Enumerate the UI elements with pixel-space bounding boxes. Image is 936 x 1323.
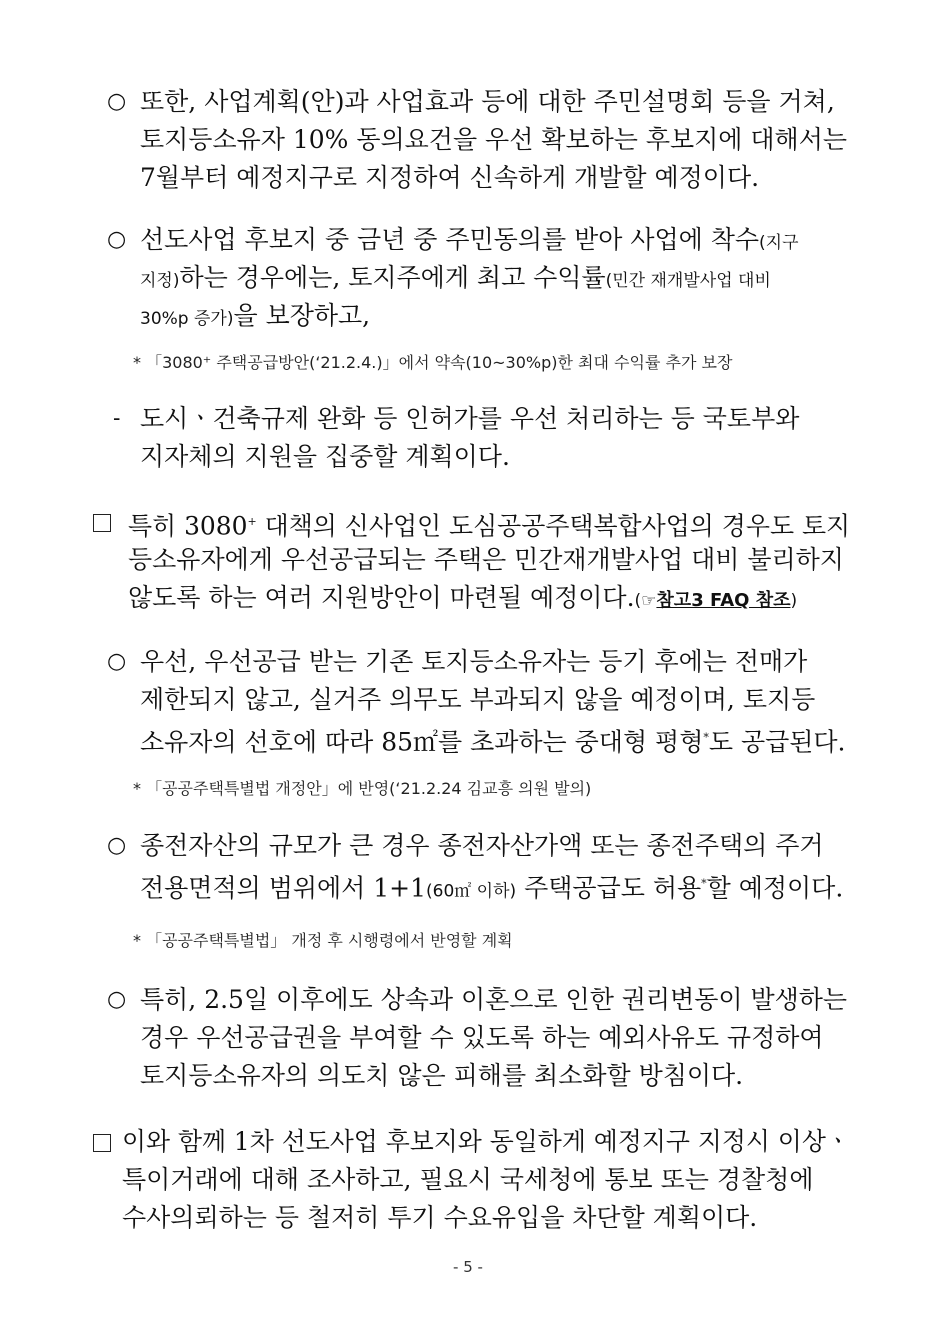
p2-line3-text: 을 보장하고,: [233, 301, 371, 330]
p2-line1: [140, 223, 799, 260]
checkbox-square-icon: [93, 1134, 111, 1152]
bullet-circle: ○: [107, 833, 127, 858]
p6-footnote: * 「공공주택특별법」 개정 후 시행령에서 반영할 계획: [133, 931, 513, 950]
p4-line2: 등소유자에게 우선공급되는 주택은 민간재개발사업 대비 불리하지: [128, 545, 844, 574]
bullet-circle: ○: [107, 89, 127, 114]
bullet-circle: ○: [107, 987, 127, 1012]
p1-line2: 토지등소유자 10% 동의요건을 우선 확보하는 후보지에 대해서는: [140, 125, 847, 154]
p3-line1: 도시ㆍ건축규제 완화 등 인허가를 우선 처리하는 등 국토부와: [140, 404, 800, 433]
bullet-circle: ○: [107, 227, 127, 252]
p6-line2-text-c: 할 예정이다.: [706, 873, 844, 903]
checkbox-square-icon: [93, 514, 111, 532]
p1-line3: 7월부터 예정지구로 지정하여 신속하게 개발할 예정이다.: [140, 163, 760, 192]
p5-line3-text-a: 소유자의 선호에 따라 85㎡를 초과하는 중대형 평형: [140, 727, 704, 757]
p6-line1: 종전자산의 규모가 큰 경우 종전자산가액 또는 종전주택의 주거: [140, 831, 824, 860]
p5-line3: [140, 721, 846, 759]
p6-footnote-mark: *: [701, 877, 707, 890]
p8-line2: 특이거래에 대해 조사하고, 필요시 국세청에 통보 또는 경찰청에: [122, 1165, 814, 1194]
p8-line3: 수사의뢰하는 등 철저히 투기 수요유입을 차단할 계획이다.: [122, 1203, 758, 1232]
ref-close: ): [790, 591, 798, 611]
reference-link[interactable]: 참고3 FAQ 참조: [656, 590, 791, 611]
p4-line1: [128, 505, 850, 543]
bullet-dash: -: [113, 406, 121, 431]
p2-line3-small: 30%p 증가): [140, 309, 234, 329]
pointing-hand-icon: (☞: [634, 591, 657, 611]
p7-line1: 특히, 2.5일 이후에도 상속과 이혼으로 인한 권리변동이 발생하는: [140, 985, 848, 1014]
p7-line3: 토지등소유자의 의도치 않은 피해를 최소화할 방침이다.: [140, 1061, 744, 1090]
p2-line2-text: 하는 경우에는, 토지주에게 최고 수익률: [179, 263, 606, 292]
p2-line3: [140, 299, 370, 336]
p5-footnote: * 「공공주택특별법 개정안」에 반영(‘21.2.24 김교흥 의원 발의): [133, 779, 592, 798]
p2-line1-text: 선도사업 후보지 중 금년 중 주민동의를 받아 사업에 착수: [140, 225, 760, 254]
p1-line1: 또한, 사업계획(안)과 사업효과 등에 대한 주민설명회 등을 거쳐,: [140, 87, 835, 116]
p3-line2: 지자체의 지원을 집중할 계획이다.: [140, 442, 510, 471]
p6-line2: [140, 867, 843, 908]
p5-line3-text-b: 도 공급된다.: [708, 727, 846, 757]
p6-line2-small: (60㎡ 이하): [426, 881, 517, 902]
p4-superscript: +: [247, 515, 257, 528]
p2-line2: [140, 261, 771, 298]
p4-line1-text-b: 대책의 신사업인 도심공공주택복합사업의 경우도 토지: [256, 511, 851, 541]
page-number: - 5 -: [453, 1258, 483, 1276]
p6-line2-text-b: 주택공급도 허용: [516, 873, 702, 903]
p4-line1-text-a: 특히 3080: [128, 511, 248, 541]
p2-footnote: * 「3080⁺ 주택공급방안(‘21.2.4.)」에서 약속(10~30%p)한 최대 수익률 추가 보장: [133, 353, 733, 372]
p5-line2: 제한되지 않고, 실거주 의무도 부과되지 않을 예정이며, 토지등: [140, 685, 816, 714]
p8-line1: 이와 함께 1차 선도사업 후보지와 동일하게 예정지구 지정시 이상ㆍ: [122, 1127, 850, 1156]
bullet-circle: ○: [107, 649, 127, 674]
p5-line1: 우선, 우선공급 받는 기존 토지등소유자는 등기 후에는 전매가: [140, 647, 808, 676]
p2-line2-small-a: 지정): [140, 271, 180, 291]
p5-footnote-mark: *: [703, 731, 709, 744]
p2-line1-small: (지구: [759, 233, 799, 253]
p6-line2-text-a: 전용면적의 범위에서 1+1: [140, 873, 427, 903]
p7-line2: 경우 우선공급권을 부여할 수 있도록 하는 예외사유도 규정하여: [140, 1023, 824, 1052]
p4-line3: [128, 581, 797, 618]
p2-line2-small-b: (민간 재개발사업 대비: [605, 271, 771, 291]
p4-line3-text: 않도록 하는 여러 지원방안이 마련될 예정이다.: [128, 583, 635, 612]
